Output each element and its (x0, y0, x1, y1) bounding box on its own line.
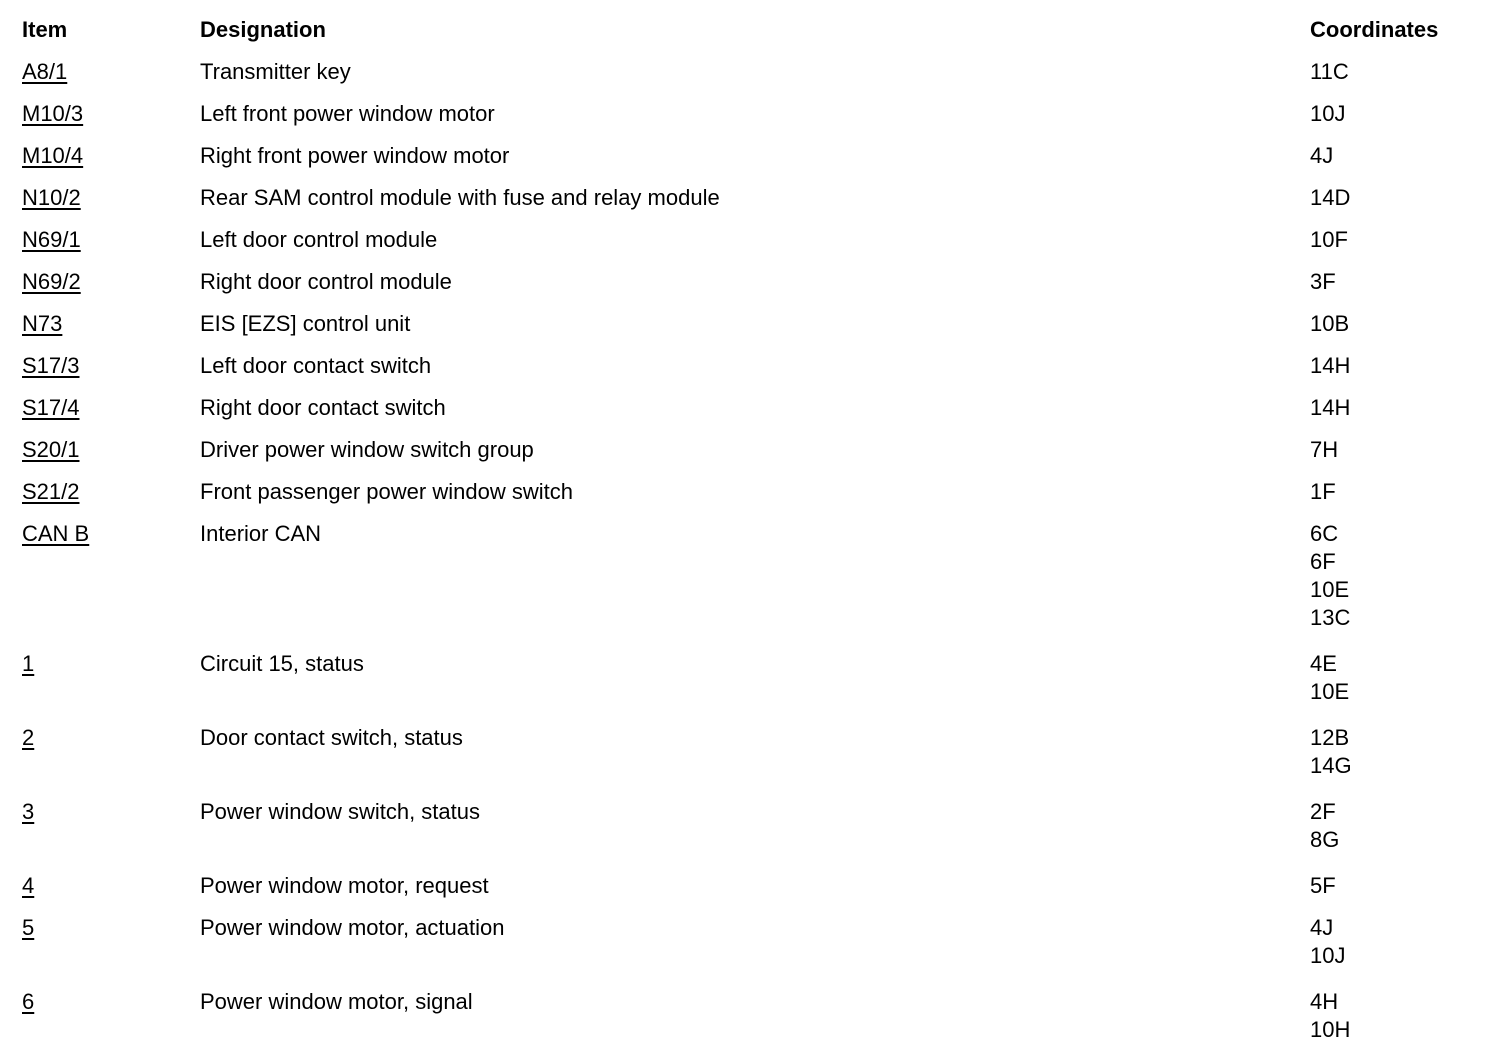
table-row (22, 180, 1492, 222)
coordinate-value: 2F (1310, 799, 1336, 824)
coordinates-column-header: Coordinates (1310, 17, 1439, 42)
item-link[interactable]: 5 (22, 915, 35, 940)
designation-cell: Right front power window motor (200, 143, 510, 168)
item-link[interactable]: CAN B (22, 521, 90, 546)
table-row (22, 984, 1492, 1058)
coordinates-cell (1310, 222, 1492, 264)
item-cell (22, 348, 200, 390)
designation-cell: Left door contact switch (200, 353, 432, 378)
designation-cell: Power window motor, request (200, 873, 489, 898)
designation-cell: Interior CAN (200, 521, 322, 546)
coordinate-value: 14G (1310, 753, 1352, 778)
item-cell (22, 984, 200, 1058)
coordinate-value: 10E (1310, 577, 1350, 602)
item-link[interactable]: S21/2 (22, 479, 80, 504)
designation-cell: Rear SAM control module with fuse and relay module (200, 185, 720, 210)
coordinates-cell (1310, 138, 1492, 180)
item-link[interactable]: 6 (22, 989, 35, 1014)
coordinate-value: 6F (1310, 549, 1336, 574)
coordinates-cell (1310, 474, 1492, 516)
coordinate-value: 3F (1310, 269, 1336, 294)
coordinate-value: 13C (1310, 605, 1351, 630)
item-cell (22, 306, 200, 348)
coordinates-cell (1310, 646, 1492, 720)
coordinates-cell (1310, 390, 1492, 432)
coordinate-value: 11C (1310, 59, 1349, 84)
item-cell (22, 474, 200, 516)
designation-cell: Power window motor, signal (200, 989, 473, 1014)
item-link[interactable]: N69/1 (22, 227, 81, 252)
table-row (22, 720, 1492, 794)
item-cell (22, 868, 200, 910)
item-link[interactable]: S20/1 (22, 437, 80, 462)
item-cell (22, 432, 200, 474)
legend-body (22, 54, 1492, 1058)
item-link[interactable]: A8/1 (22, 59, 68, 84)
item-cell (22, 264, 200, 306)
item-cell (22, 794, 200, 868)
table-row (22, 138, 1492, 180)
coordinates-cell (1310, 306, 1492, 348)
coordinates-cell (1310, 794, 1492, 868)
coordinate-value: 4H (1310, 989, 1339, 1014)
coordinate-value: 10F (1310, 227, 1348, 252)
designation-cell: Left door control module (200, 227, 438, 252)
item-link[interactable]: S17/3 (22, 353, 80, 378)
coordinate-value: 10J (1310, 101, 1346, 126)
coordinates-cell (1310, 180, 1492, 222)
coordinate-value: 4J (1310, 915, 1334, 940)
designation-cell: Circuit 15, status (200, 651, 364, 676)
designation-cell: Right door control module (200, 269, 452, 294)
item-link[interactable]: N69/2 (22, 269, 81, 294)
coordinates-cell (1310, 264, 1492, 306)
item-cell (22, 390, 200, 432)
item-link[interactable]: 1 (22, 651, 35, 676)
designation-column-header: Designation (200, 17, 326, 42)
designation-cell: Left front power window motor (200, 101, 495, 126)
item-cell (22, 96, 200, 138)
item-link[interactable]: S17/4 (22, 395, 80, 420)
coordinate-value: 10H (1310, 1017, 1351, 1042)
item-link[interactable]: M10/4 (22, 143, 84, 168)
coordinate-value: 7H (1310, 437, 1339, 462)
item-cell (22, 646, 200, 720)
coordinate-value: 10E (1310, 679, 1350, 704)
item-cell (22, 54, 200, 96)
item-link[interactable]: 3 (22, 799, 35, 824)
item-link[interactable]: 4 (22, 873, 35, 898)
item-link[interactable]: 2 (22, 725, 35, 750)
designation-cell: Driver power window switch group (200, 437, 534, 462)
coordinates-cell (1310, 432, 1492, 474)
coordinate-value: 10J (1310, 943, 1346, 968)
item-cell (22, 720, 200, 794)
coordinates-cell (1310, 720, 1492, 794)
coordinates-cell (1310, 868, 1492, 910)
coordinate-value: 12B (1310, 725, 1350, 750)
coordinates-cell (1310, 54, 1492, 96)
table-row (22, 54, 1492, 96)
table-row (22, 432, 1492, 474)
item-column-header: Item (22, 17, 68, 42)
designation-cell: Front passenger power window switch (200, 479, 573, 504)
table-row (22, 646, 1492, 720)
coordinates-cell (1310, 96, 1492, 138)
table-row (22, 306, 1492, 348)
coordinate-value: 14H (1310, 395, 1351, 420)
coordinates-cell (1310, 516, 1492, 646)
coordinate-value: 5F (1310, 873, 1336, 898)
item-link[interactable]: N73 (22, 311, 63, 336)
item-link[interactable]: N10/2 (22, 185, 81, 210)
coordinate-value: 14D (1310, 185, 1351, 210)
coordinate-value: 14H (1310, 353, 1351, 378)
table-row (22, 348, 1492, 390)
designation-cell: Power window motor, actuation (200, 915, 505, 940)
item-cell (22, 138, 200, 180)
table-row (22, 390, 1492, 432)
coordinates-cell (1310, 910, 1492, 984)
designation-cell: EIS [EZS] control unit (200, 311, 411, 336)
designation-cell: Power window switch, status (200, 799, 480, 824)
table-row (22, 264, 1492, 306)
designation-cell: Right door contact switch (200, 395, 446, 420)
table-row (22, 794, 1492, 868)
table-row (22, 474, 1492, 516)
table-row (22, 868, 1492, 910)
designation-cell: Transmitter key (200, 59, 351, 84)
item-cell (22, 180, 200, 222)
table-row (22, 96, 1492, 138)
coordinate-value: 1F (1310, 479, 1336, 504)
header-row (22, 14, 1492, 54)
coordinate-value: 8G (1310, 827, 1340, 852)
table-row (22, 222, 1492, 264)
table-row (22, 910, 1492, 984)
coordinate-value: 6C (1310, 521, 1339, 546)
coordinate-value: 4E (1310, 651, 1337, 676)
designation-cell: Door contact switch, status (200, 725, 463, 750)
coordinates-cell (1310, 348, 1492, 390)
legend-table (22, 14, 1492, 1058)
table-row (22, 516, 1492, 646)
item-cell (22, 222, 200, 264)
item-cell (22, 910, 200, 984)
item-cell (22, 516, 200, 646)
item-link[interactable]: M10/3 (22, 101, 84, 126)
coordinate-value: 4J (1310, 143, 1334, 168)
coordinates-cell (1310, 984, 1492, 1058)
coordinate-value: 10B (1310, 311, 1350, 336)
